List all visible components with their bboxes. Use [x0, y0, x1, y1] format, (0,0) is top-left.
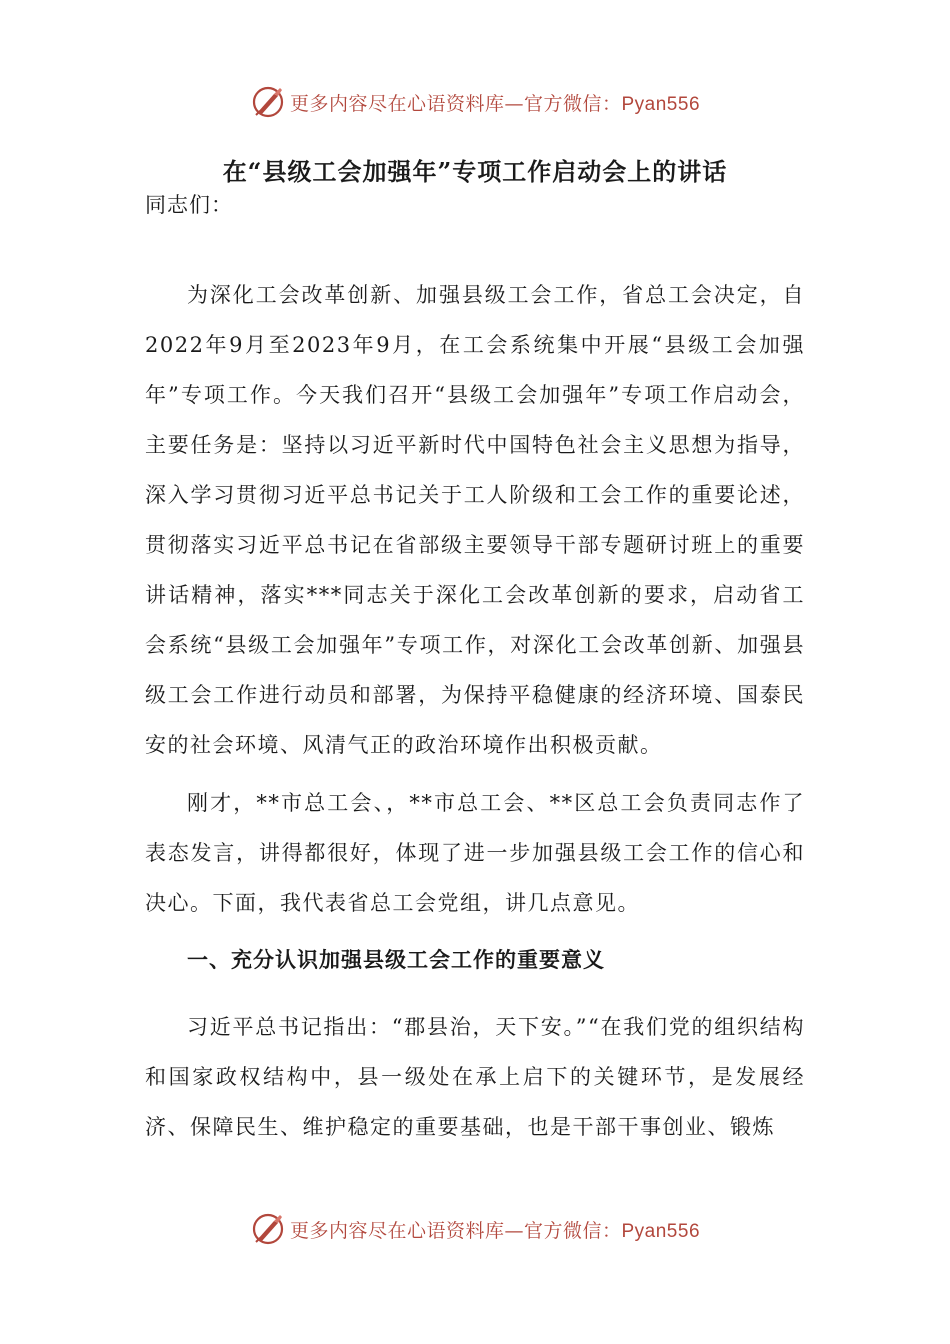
footer-watermark: [0, 1209, 950, 1249]
pen-logo-icon: [250, 84, 286, 120]
document-title: 在“县级工会加强年”专项工作启动会上的讲话: [222, 157, 728, 186]
watermark-text: 更多内容尽在心语资料库—官方微信：Pyan556: [289, 92, 701, 115]
salutation: 同志们：: [145, 193, 233, 217]
watermark-text: 更多内容尽在心语资料库—官方微信：Pyan556: [289, 1219, 701, 1242]
paragraph-intro: 为深化工会改革创新、加强县级工会工作，省总工会决定，自2022年9月至2023年9月，在工会系统集中开展“县级工会加强年”专项工作。今天我们召开“县级工会加强年”专项工作启动会，主要任务是：坚持以习近平新时代中国特色社会主义思想为指导，深入学习贯彻习近平总书记关于工人阶级和工会工作的重要论述，贯彻落实习近平总书记在省部级主要领导干部专题研讨班上的重要讲话精神，落实***同志关于深化工会改革创新的要求，启动省工会系统“县级工会加强年”专项工作，对深化工会改革创新、加强县级工会工作进行动员和部署，为保持平稳健康的经济环境、国泰民安的社会环境、风清气正的政治环境作出积极贡献。: [145, 283, 805, 757]
section-heading-1: 一、充分认识加强县级工会工作的重要意义: [187, 947, 605, 972]
header-watermark: [0, 82, 950, 122]
pen-logo-icon: [250, 1211, 286, 1247]
paragraph-section-1: 习近平总书记指出：“郡县治，天下安。”“在我们党的组织结构和国家政权结构中，县一级处在承上启下的关键环节，是发展经济、保障民生、维护稳定的重要基础，也是干部干事创业、锻炼: [145, 1015, 805, 1139]
paragraph-remarks: 刚才，**市总工会、，**市总工会、**区总工会负责同志作了表态发言，讲得都很好，体现了进一步加强县级工会工作的信心和决心。下面，我代表省总工会党组，讲几点意见。: [145, 791, 805, 915]
